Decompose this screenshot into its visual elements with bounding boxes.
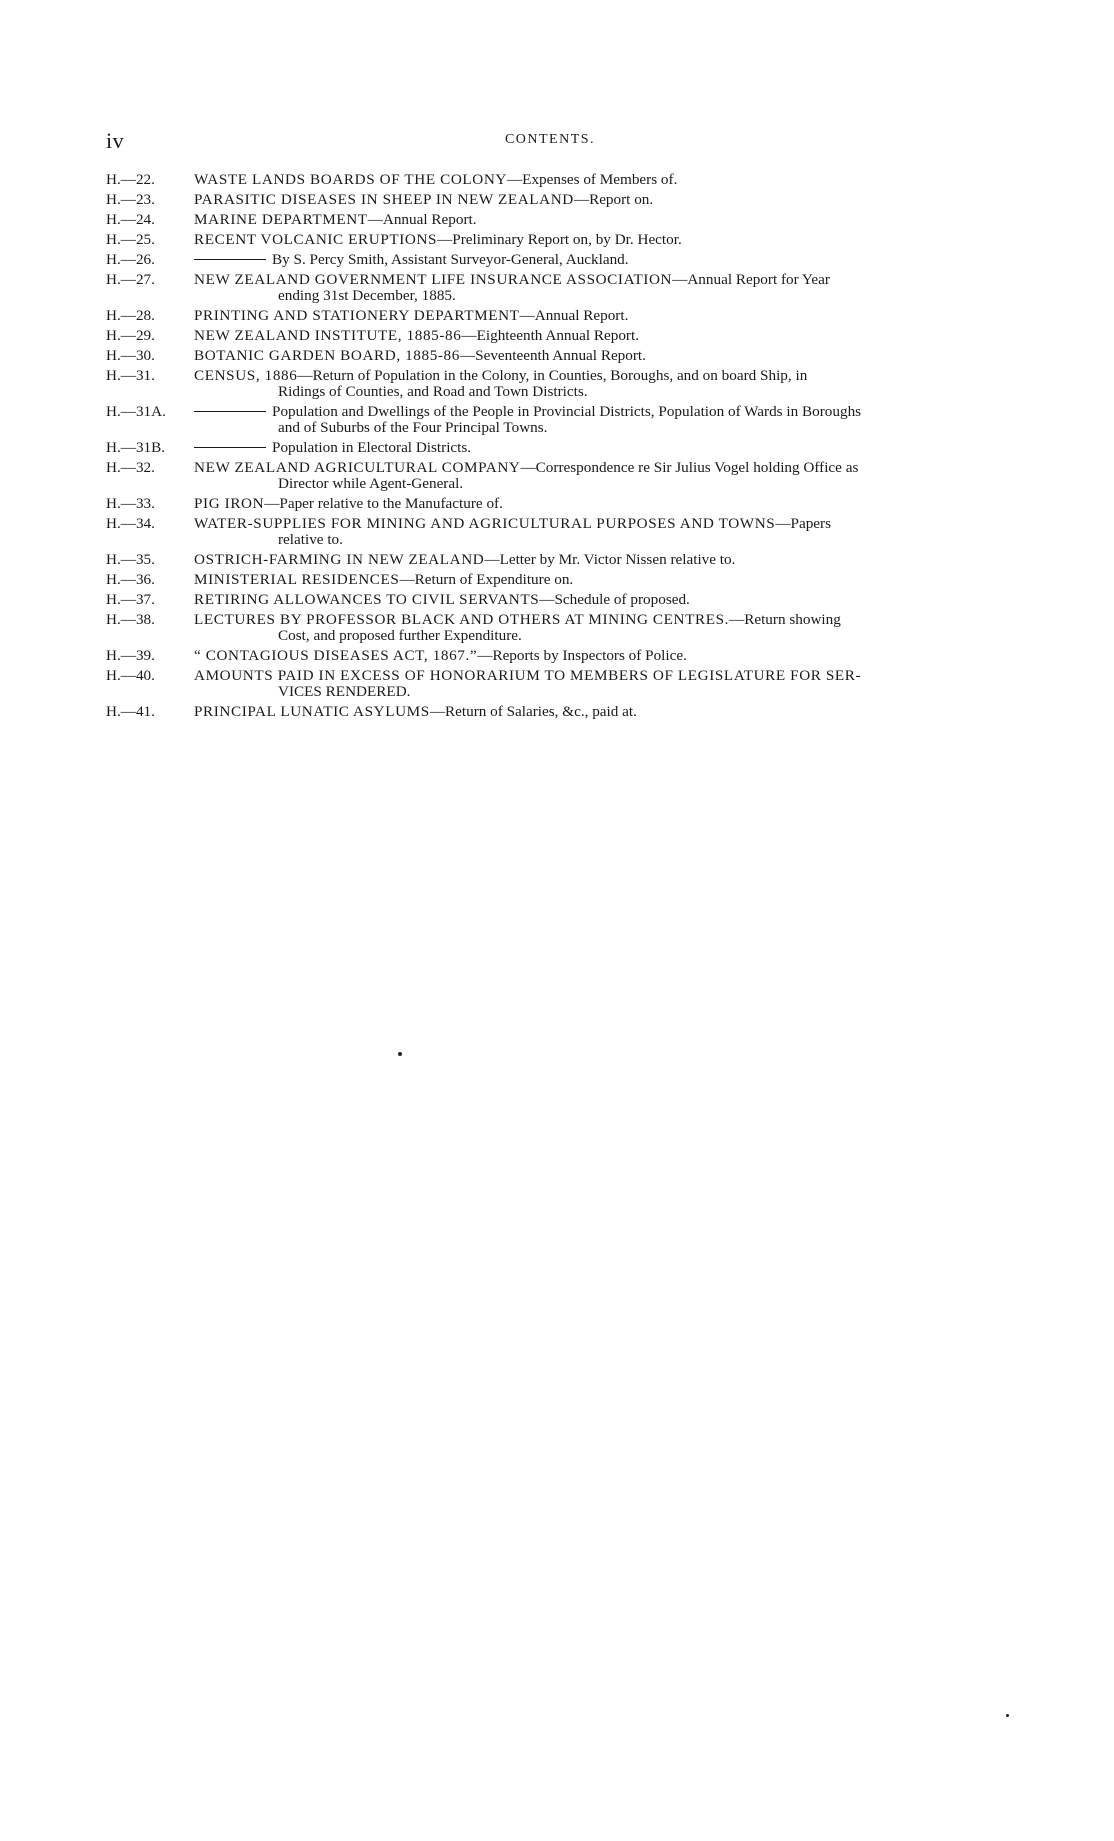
entry-description: —Return of Population in the Colony, in Counties, Boroughs, and on board Ship, in: [297, 367, 808, 384]
entry-code: H.—22.: [106, 171, 155, 188]
entry-title: MARINE DEPARTMENT: [194, 211, 368, 228]
entry-body: [194, 172, 994, 188]
entry-title: PARASITIC DISEASES IN SHEEP IN NEW ZEALAND: [194, 191, 574, 208]
entry-description: —Seventeenth Annual Report.: [459, 347, 646, 364]
entry-code: H.—30.: [106, 347, 155, 364]
entry-description: —Return showing: [729, 611, 841, 628]
contents-entry-h40: [106, 668, 994, 700]
entry-body: [194, 192, 994, 208]
ditto-dash: [194, 411, 266, 412]
page-number: iv: [106, 128, 125, 153]
entry-code: H.—28.: [106, 307, 155, 324]
entry-code: H.—40.: [106, 667, 155, 684]
entry-description: —Letter by Mr. Victor Nissen relative to.: [484, 551, 736, 568]
contents-entry-h24: [106, 212, 994, 228]
entry-code: H.—23.: [106, 191, 155, 208]
entry-description: By S. Percy Smith, Assistant Surveyor-General, Auckland.: [272, 251, 629, 268]
entry-description: —Report on.: [573, 191, 654, 208]
entry-code: H.—37.: [106, 591, 155, 608]
ditto-dash: [194, 259, 266, 260]
entry-code: H.—24.: [106, 211, 155, 228]
entry-description: —Schedule of proposed.: [539, 591, 690, 608]
entry-description: —Reports by Inspectors of Police.: [477, 647, 687, 664]
entry-code: H.—31A.: [106, 403, 166, 420]
entry-title: PRINCIPAL LUNATIC ASYLUMS: [194, 703, 430, 720]
contents-entry-h31a: [106, 404, 994, 436]
entry-description: —Paper relative to the Manufacture of.: [264, 495, 503, 512]
contents-entry-h38: [106, 612, 994, 644]
entry-body: [194, 552, 994, 568]
entry-description: —Return of Expenditure on.: [399, 571, 574, 588]
contents-entry-h22: [106, 172, 994, 188]
entry-description: —Papers: [775, 515, 831, 532]
entry-description: —Return of Salaries, &c., paid at.: [429, 703, 637, 720]
entry-body: [194, 704, 994, 720]
entry-continuation: Cost, and proposed further Expenditure.: [278, 627, 522, 644]
contents-list: [106, 172, 994, 724]
entry-body: [194, 572, 994, 588]
contents-entry-h35: [106, 552, 994, 568]
entry-description: Population and Dwellings of the People in Provincial Districts, Population of Wards in Boroughs: [272, 403, 862, 420]
entry-body: [194, 460, 994, 492]
entry-continuation: Director while Agent-General.: [278, 475, 464, 492]
entry-description: —Annual Report for Year: [672, 271, 830, 288]
entry-title: OSTRICH-FARMING IN NEW ZEALAND: [194, 551, 485, 568]
scan-speck: [398, 1052, 402, 1056]
entry-title: PIG IRON: [194, 495, 265, 512]
page-title: CONTENTS.: [504, 132, 596, 147]
entry-code: H.—27.: [106, 271, 155, 288]
entry-code: H.—31.: [106, 367, 155, 384]
entry-title: MINISTERIAL RESIDENCES: [194, 571, 400, 588]
contents-entry-h34: [106, 516, 994, 548]
entry-code: H.—36.: [106, 571, 155, 588]
entry-code: H.—26.: [106, 251, 155, 268]
contents-entry-h41: [106, 704, 994, 720]
entry-body: [194, 212, 994, 228]
entry-body: [194, 592, 994, 608]
entry-code: H.—39.: [106, 647, 155, 664]
entry-title: CENSUS, 1886: [194, 367, 298, 384]
ditto-dash: [194, 447, 266, 448]
entry-title: “ CONTAGIOUS DISEASES ACT, 1867.”: [194, 647, 478, 664]
contents-entry-h29: [106, 328, 994, 344]
entry-code: H.—32.: [106, 459, 155, 476]
entry-code: H.—29.: [106, 327, 155, 344]
entry-code: H.—41.: [106, 703, 155, 720]
contents-entry-h37: [106, 592, 994, 608]
entry-body: [194, 328, 994, 344]
entry-title: NEW ZEALAND AGRICULTURAL COMPANY: [194, 459, 521, 476]
entry-body: [194, 308, 994, 324]
entry-code: H.—25.: [106, 231, 155, 248]
entry-body: [194, 348, 994, 364]
entry-title: LECTURES BY PROFESSOR BLACK AND OTHERS AT MINING CENTRES.: [194, 611, 730, 628]
entry-title: BOTANIC GARDEN BOARD, 1885-86: [194, 347, 460, 364]
entry-title: WATER-SUPPLIES FOR MINING AND AGRICULTURAL PURPOSES AND TOWNS: [194, 515, 776, 532]
entry-body: [194, 496, 994, 512]
contents-entry-h27: [106, 272, 994, 304]
entry-body: [194, 612, 994, 644]
entry-code: H.—38.: [106, 611, 155, 628]
entry-body: [194, 648, 994, 664]
entry-code: H.—33.: [106, 495, 155, 512]
entry-code: H.—35.: [106, 551, 155, 568]
entry-continuation: and of Suburbs of the Four Principal Towns.: [278, 419, 548, 436]
entry-title: NEW ZEALAND GOVERNMENT LIFE INSURANCE ASSOCIATION: [194, 271, 673, 288]
entry-continuation: Ridings of Counties, and Road and Town Districts.: [278, 383, 588, 400]
entry-description: —Expenses of Members of.: [506, 171, 678, 188]
entry-continuation: VICES RENDERED.: [278, 683, 411, 700]
entry-continuation: relative to.: [278, 531, 343, 548]
entry-code: H.—34.: [106, 515, 155, 532]
entry-title: RECENT VOLCANIC ERUPTIONS: [194, 231, 438, 248]
contents-entry-h36: [106, 572, 994, 588]
contents-entry-h23: [106, 192, 994, 208]
entry-title: NEW ZEALAND INSTITUTE, 1885-86: [194, 327, 462, 344]
entry-body: [194, 516, 994, 548]
entry-title: PRINTING AND STATIONERY DEPARTMENT: [194, 307, 520, 324]
entry-body: [194, 272, 994, 304]
contents-entry-h31b: [106, 440, 994, 456]
contents-entry-h30: [106, 348, 994, 364]
contents-entry-h31: [106, 368, 994, 400]
entry-description: Population in Electoral Districts.: [272, 439, 472, 456]
entry-description: —Annual Report.: [519, 307, 629, 324]
entry-title: WASTE LANDS BOARDS OF THE COLONY: [194, 171, 507, 188]
contents-entry-h25: [106, 232, 994, 248]
entry-description: —Annual Report.: [367, 211, 477, 228]
entry-description: —Correspondence re Sir Julius Vogel holding Office as: [520, 459, 859, 476]
entry-title: RETIRING ALLOWANCES TO CIVIL SERVANTS: [194, 591, 540, 608]
entry-body: [194, 440, 994, 456]
entry-code: H.—31B.: [106, 439, 166, 456]
entry-body: [194, 368, 994, 400]
entry-continuation: ending 31st December, 1885.: [278, 287, 456, 304]
scan-speck: [1006, 1714, 1009, 1717]
entry-description: —Eighteenth Annual Report.: [461, 327, 639, 344]
entry-body: [194, 668, 994, 700]
entry-title: AMOUNTS PAID IN EXCESS OF HONORARIUM TO MEMBERS OF LEGISLATURE FOR SER-: [194, 667, 862, 684]
contents-entry-h32: [106, 460, 994, 492]
page-header: [106, 128, 994, 158]
contents-entry-h26: [106, 252, 994, 268]
entry-body: [194, 404, 994, 436]
contents-entry-h33: [106, 496, 994, 512]
entry-body: [194, 252, 994, 268]
entry-description: —Preliminary Report on, by Dr. Hector.: [437, 231, 682, 248]
contents-entry-h39: [106, 648, 994, 664]
entry-body: [194, 232, 994, 248]
contents-entry-h28: [106, 308, 994, 324]
